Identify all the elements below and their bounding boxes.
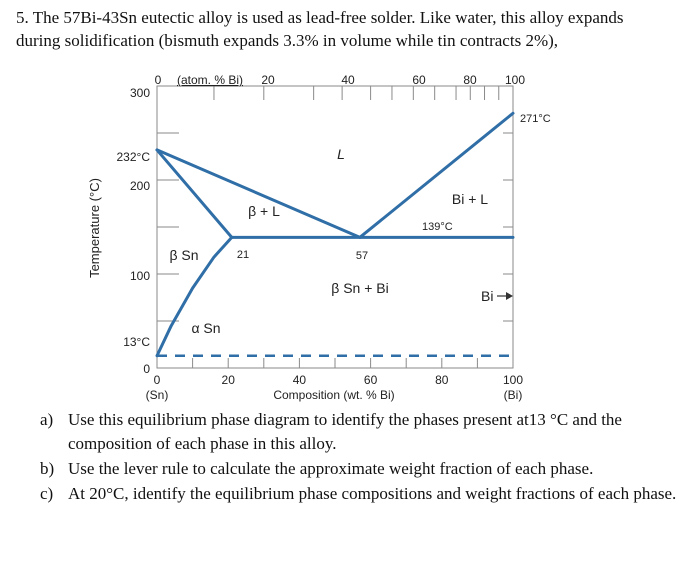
region-label-beta-liquid: β + L	[248, 203, 280, 219]
top-axis-title: (atom. % Bi)	[176, 73, 244, 87]
region-label-beta-sn-bi: β Sn + Bi	[331, 280, 389, 296]
question-c	[40, 482, 680, 506]
question-b	[40, 457, 680, 481]
problem-line-1: 5. The 57Bi-43Sn eutectic alloy is used as lead-free solder. Like water, this alloy expands	[16, 8, 624, 27]
question-a-marker: a)	[40, 410, 54, 429]
y-tick-label: 0	[143, 362, 150, 376]
x-tick-label: 80	[435, 373, 449, 387]
region-label-liquid: L	[337, 146, 345, 162]
region-label-beta-sn: β Sn	[169, 247, 199, 263]
x-axis-title: Composition (wt. % Bi)	[273, 388, 395, 402]
question-a	[40, 408, 680, 456]
x-tick-label: 40	[292, 373, 307, 387]
x-tick-label: 100	[502, 373, 524, 387]
phase-boundary-solidus-beta-sn	[157, 150, 232, 237]
y-tick-label: 100	[129, 269, 150, 283]
problem-line-2: during solidification (bismuth expands 3.3% in volume while tin contracts 2%),	[16, 31, 559, 50]
region-label-bi: Bi	[481, 288, 494, 304]
top-tick-label: 20	[261, 73, 275, 87]
y-axis-title: Temperature (°C)	[87, 178, 102, 278]
x-tick-label: 0	[153, 373, 161, 387]
y-tick-label: 200	[129, 179, 150, 193]
question-c-marker: c)	[40, 484, 54, 503]
question-c-text: At 20°C, identify the equilibrium phase compositions and weight fractions of each phase.	[68, 484, 677, 503]
label-232c: 232°C	[116, 150, 150, 164]
label-comp-57: 57	[355, 250, 369, 262]
region-label-alpha-sn: α Sn	[191, 320, 221, 336]
top-tick-label: 60	[412, 73, 426, 87]
x-end-label-sn: (Sn)	[145, 388, 169, 402]
label-139c: 139°C	[422, 221, 453, 233]
x-tick-label: 20	[221, 373, 235, 387]
question-b-text: Use the lever rule to calculate the approximate weight fraction of each phase.	[68, 459, 594, 478]
top-tick-label: 0	[154, 73, 162, 87]
top-tick-label: 40	[341, 73, 355, 87]
label-comp-21: 21	[236, 249, 250, 261]
top-tick-label: 80	[463, 73, 477, 87]
bi-arrow-head	[506, 292, 513, 300]
label-13c: 13°C	[123, 335, 150, 349]
question-list	[40, 408, 680, 507]
phase-boundary-liquidus-sn-side	[157, 150, 360, 237]
y-tick-label: 300	[129, 86, 150, 100]
question-a-text: Use this equilibrium phase diagram to identify the phases present at13 °C and the composition of each phase in this alloy.	[68, 410, 622, 453]
x-tick-label: 60	[363, 373, 378, 387]
top-tick-label: 100	[504, 73, 526, 87]
question-b-marker: b)	[40, 459, 55, 478]
region-label-bi-liquid: Bi + L	[451, 191, 489, 207]
x-end-label-bi: (Bi)	[503, 388, 523, 402]
phase-boundary-liquidus-bi-side	[360, 113, 513, 237]
label-271c: 271°C	[520, 113, 551, 125]
